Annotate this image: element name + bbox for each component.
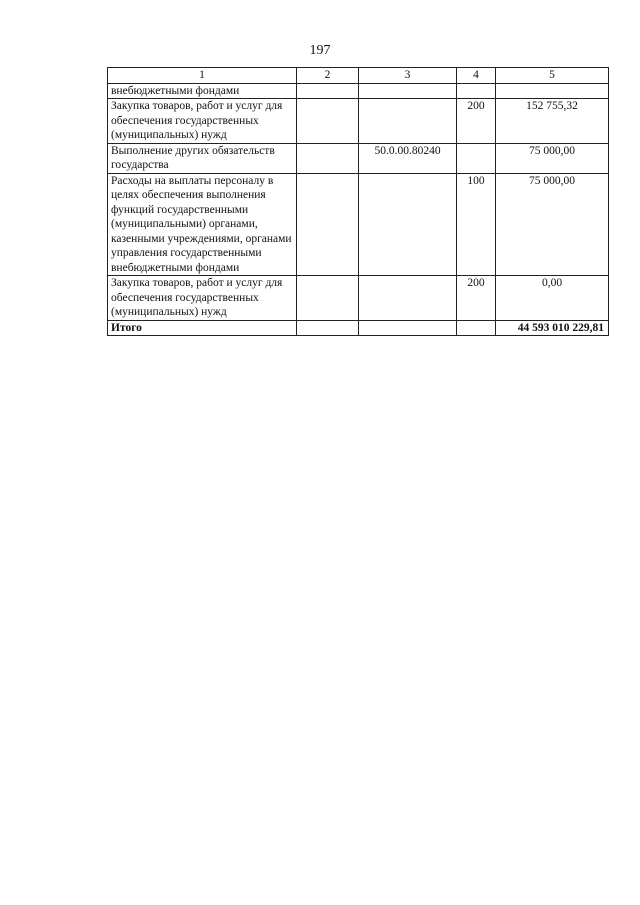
expense-name-cell: Закупка товаров, работ и услуг для обеспечения государственных (муниципальных) нужд (108, 99, 297, 144)
expense-name-cell: внебюджетными фондами (108, 83, 297, 99)
column-header: 3 (359, 68, 457, 84)
expense-type-cell: 100 (457, 173, 496, 276)
table-row (108, 99, 609, 144)
table-row (108, 173, 609, 276)
target-code-cell (359, 99, 457, 144)
expense-name-cell: Выполнение других обязательств государства (108, 143, 297, 173)
column-2-cell (297, 99, 359, 144)
amount-cell (496, 83, 609, 99)
amount-cell: 152 755,32 (496, 99, 609, 144)
expense-type-cell: 200 (457, 276, 496, 321)
column-header: 4 (457, 68, 496, 84)
amount-cell: 0,00 (496, 276, 609, 321)
budget-table (107, 67, 609, 336)
target-code-cell (359, 320, 457, 336)
expense-type-cell: 200 (457, 99, 496, 144)
target-code-cell (359, 276, 457, 321)
amount-cell: 75 000,00 (496, 143, 609, 173)
expense-type-cell (457, 320, 496, 336)
total-label: Итого (108, 320, 297, 336)
column-2-cell (297, 173, 359, 276)
amount-cell: 75 000,00 (496, 173, 609, 276)
total-row (108, 320, 609, 336)
table-row (108, 276, 609, 321)
column-header: 2 (297, 68, 359, 84)
column-2-cell (297, 276, 359, 321)
page-number: 197 (309, 43, 331, 58)
expense-name-cell: Расходы на выплаты персоналу в целях обеспечения выполнения функций государственными (муниципальными) органами, казенными учреждениями, органами управления государственными внебюджетными фондами (108, 173, 297, 276)
target-code-cell (359, 173, 457, 276)
column-header: 1 (108, 68, 297, 84)
column-2-cell (297, 83, 359, 99)
table-row (108, 83, 609, 99)
column-2-cell (297, 143, 359, 173)
expense-type-cell (457, 143, 496, 173)
target-code-cell (359, 83, 457, 99)
table-header-row (108, 68, 609, 84)
expense-type-cell (457, 83, 496, 99)
column-2-cell (297, 320, 359, 336)
table-row (108, 143, 609, 173)
target-code-cell: 50.0.00.80240 (359, 143, 457, 173)
expense-name-cell: Закупка товаров, работ и услуг для обеспечения государственных (муниципальных) нужд (108, 276, 297, 321)
total-amount: 44 593 010 229,81 (496, 320, 609, 336)
column-header: 5 (496, 68, 609, 84)
